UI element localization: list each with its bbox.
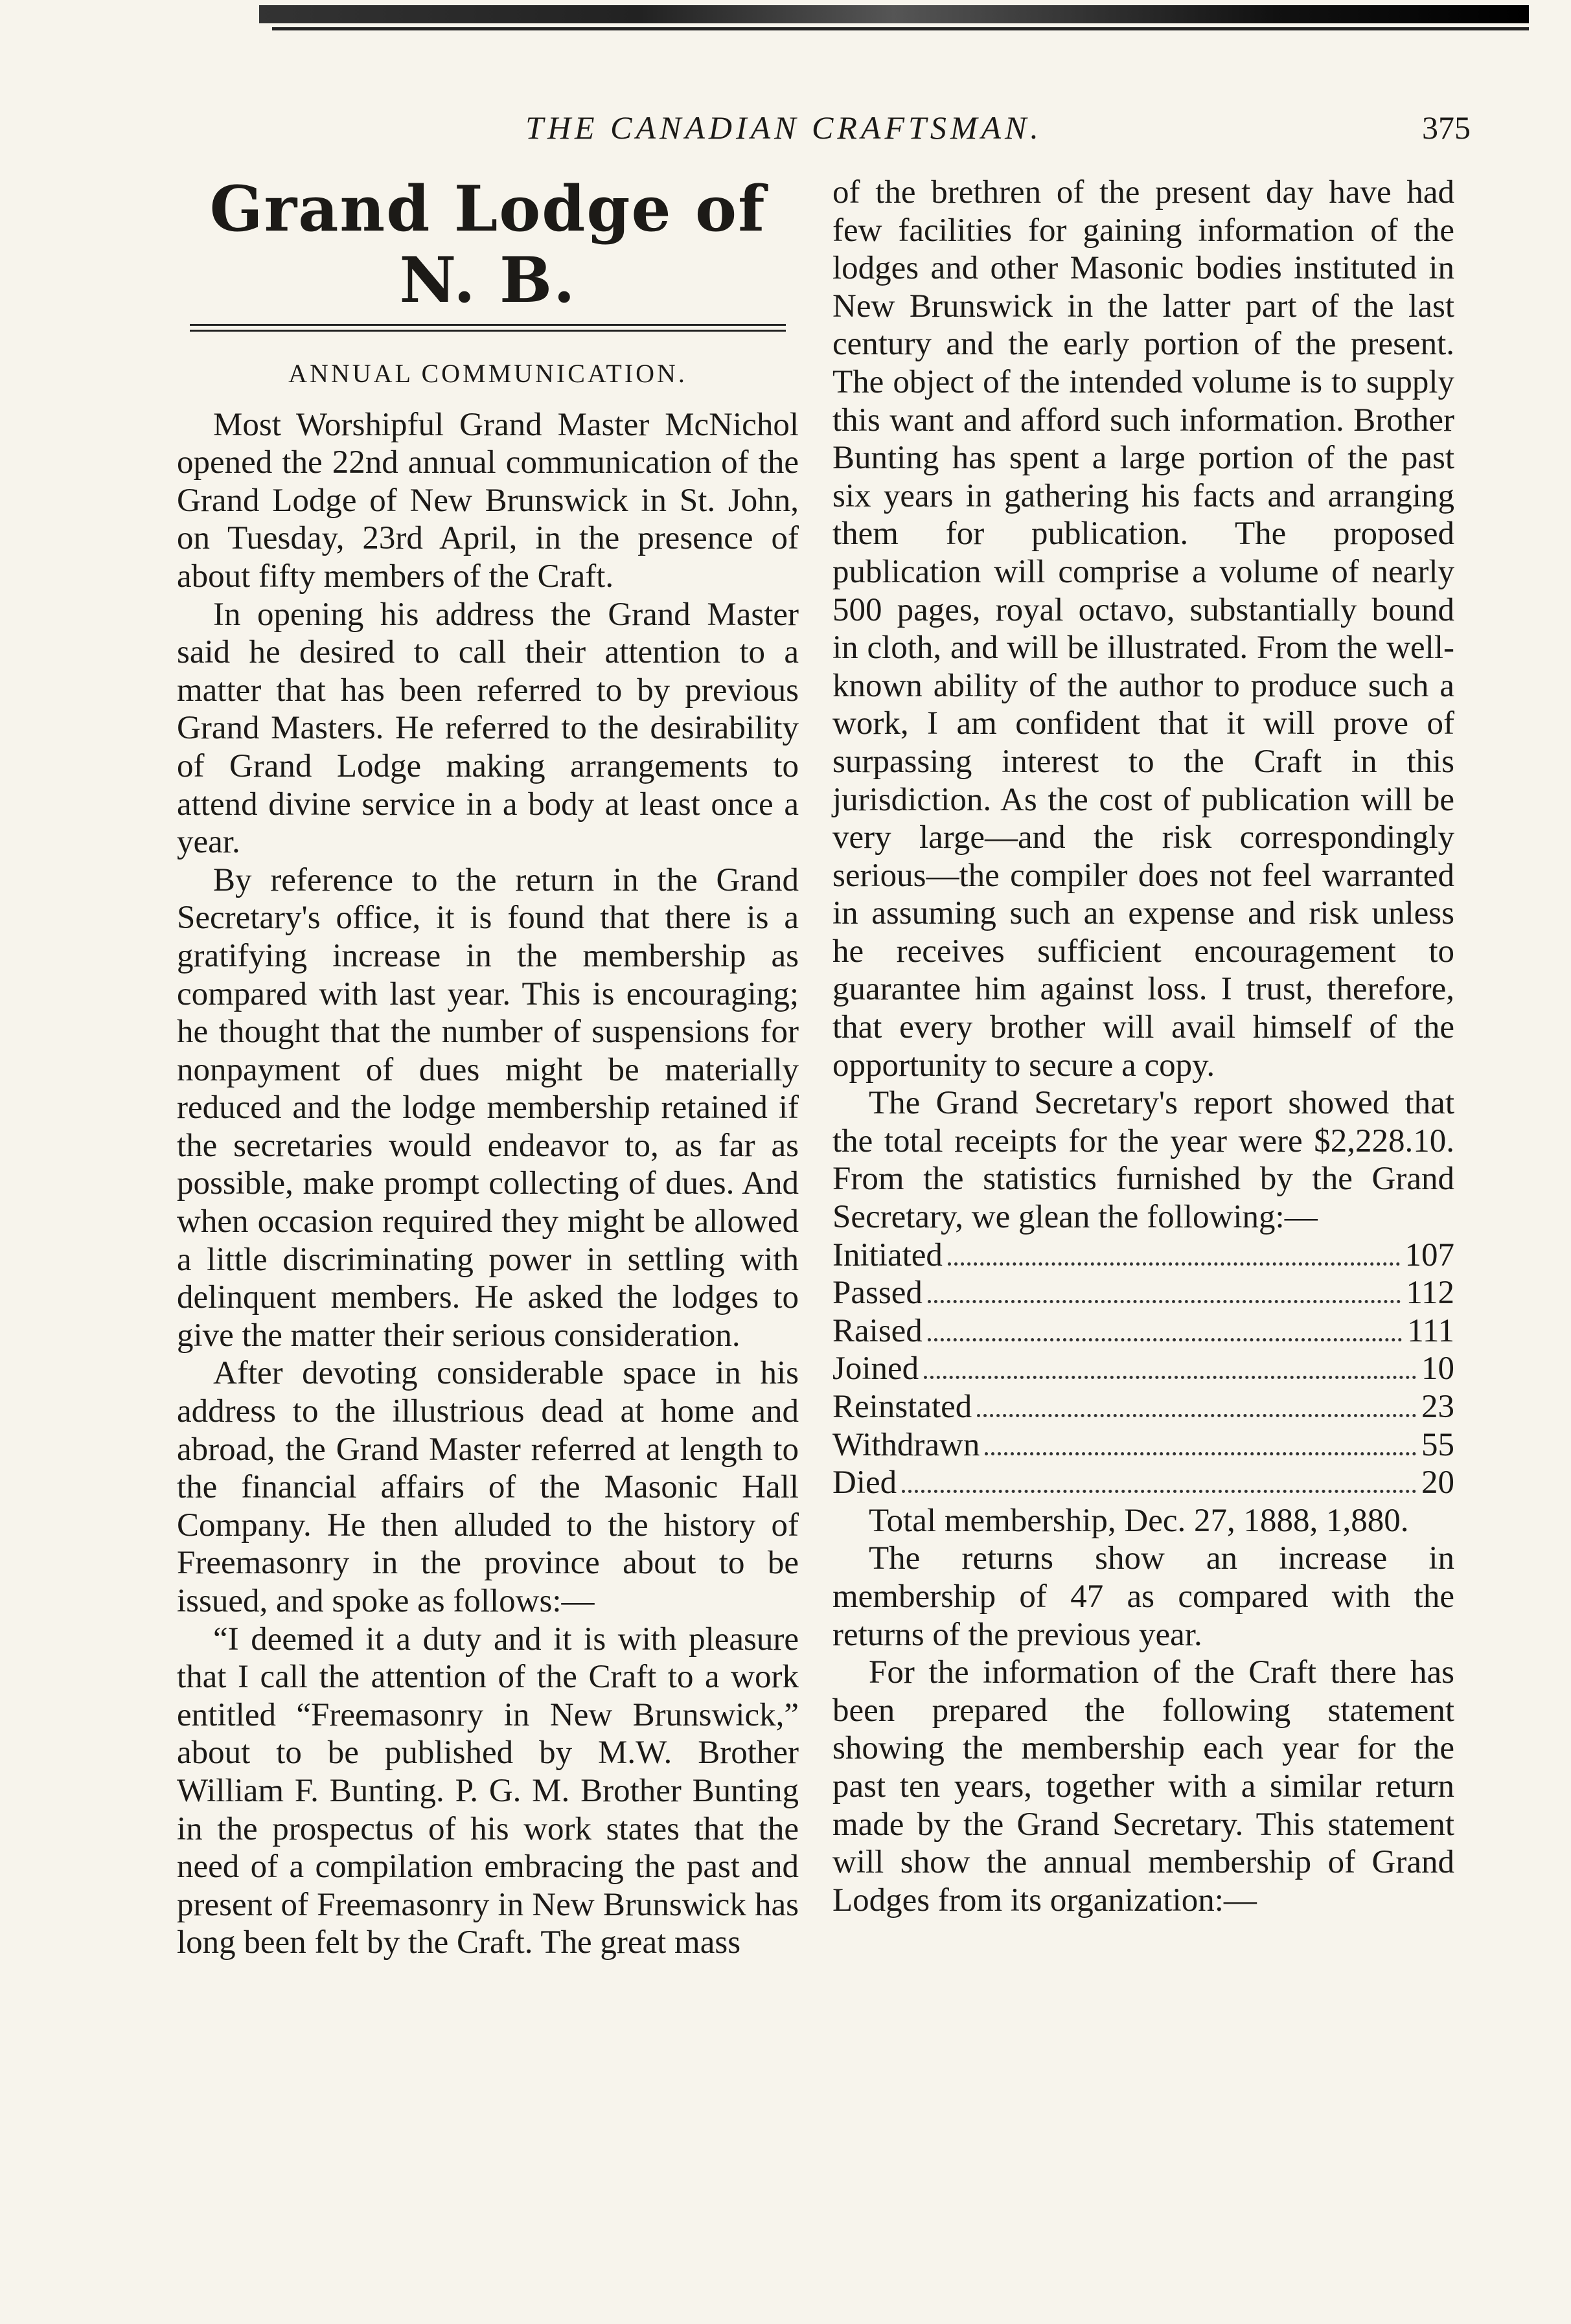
paragraph: Most Worshipful Grand Master McNichol opened the 22nd annual communication of the Grand Lodge of New Brunswick in St. John, on Tuesday, 23rd April, in the presence of about fifty members of the Craft. bbox=[177, 406, 799, 595]
running-title: THE CANADIAN CRAFTSMAN. bbox=[525, 109, 1042, 146]
paragraph: The Grand Secretary's report showed that the total receipts for the year were $2,228.10. From the statistics furnished by the Grand Secretary, we glean the following:— bbox=[832, 1085, 1454, 1236]
leader-dots bbox=[977, 1414, 1416, 1417]
stat-value: 10 bbox=[1421, 1350, 1454, 1387]
leader-dots bbox=[985, 1452, 1416, 1455]
stat-value: 23 bbox=[1421, 1389, 1454, 1425]
article-subtitle: ANNUAL COMMUNICATION. bbox=[288, 359, 687, 388]
stat-row bbox=[832, 1388, 1454, 1426]
page-number: 375 bbox=[1422, 109, 1471, 146]
paragraph: “I deemed it a duty and it is with pleasure that I call the attention of the Craft to a work entitled “Freemasonry in New Brunswick,” about to be published by M.W. Brother William F. Bunting. P. G. M. Brother Bunting in the prospectus of his work states that the need of a compilation embracing the past and present of Freemasonry in New Brunswick has long been felt by the Craft. The great mass bbox=[177, 1621, 799, 1961]
stat-label: Withdrawn bbox=[832, 1426, 980, 1463]
article-title: Grand Lodge of N. B. bbox=[209, 172, 766, 317]
paragraph: After devoting considerable space in his address to the illustrious dead at home and abroad, the Grand Master referred at length to the financial affairs of the Masonic Hall Company. He then alluded to the history of Freemasonry in the province about to be issued, and spoke as follows:— bbox=[177, 1355, 799, 1619]
right-column bbox=[832, 174, 1454, 1919]
stat-value: 107 bbox=[1405, 1236, 1454, 1273]
leader-dots bbox=[928, 1338, 1402, 1341]
leader-dots bbox=[902, 1490, 1416, 1493]
paragraph: In opening his address the Grand Master said he desired to call their attention to a matter that has been referred to by previous Grand Masters. He referred to the desirability of Grand Lodge making arrangements to attend divine service in a body at least once a year. bbox=[177, 596, 799, 861]
stat-row bbox=[832, 1464, 1454, 1502]
left-column bbox=[177, 174, 799, 1962]
stat-row bbox=[832, 1236, 1454, 1275]
paragraph: By reference to the return in the Grand Secretary's office, it is found that there is a gratifying increase in the membership as compared with last year. This is encouraging; he thought that the number of suspensions for nonpayment of dues might be materially reduced and the lodge membership retained if the secretaries would endeavor to, as far as possible, make prompt collecting of dues. And when occasion required they might be allowed a little discriminating power in settling with delinquent members. He asked the lodges to give the matter their serious consideration. bbox=[177, 861, 799, 1354]
stat-label: Passed bbox=[832, 1275, 923, 1312]
title-double-rule bbox=[190, 324, 786, 332]
paragraph: of the brethren of the present day have had few facilities for gaining information of the lodges and other Masonic bodies instituted in New Brunswick in the latter part of the last century and the early portion of the present. The object of the intended volume is to supply this want and afford such information. Brother Bunting has spent a large portion of the past six years in gathering his facts and arranging them for publication. The proposed publication will comprise a volume of nearly 500 pages, royal octavo, substantially bound in cloth, and will be illustrated. From the well-known ability of the author to produce such a work, I am confident that it will prove of surpassing interest to the Craft in this jurisdiction. As the cost of publication will be very large—and the risk correspondingly serious—the compiler does not feel warranted in assuming such an expense and risk unless he receives sufficient encouragement to guarantee him against loss. I trust, therefore, that every brother will avail himself of the opportunity to secure a copy. bbox=[832, 174, 1454, 1084]
page-top-rule bbox=[259, 5, 1529, 23]
stat-value: 111 bbox=[1407, 1312, 1454, 1349]
paragraph: For the information of the Craft there has been prepared the following statement showing the membership each year for the past ten years, together with a similar return made by the Grand Secretary. This statement will show the annual membership of Grand Lodges from its organization:— bbox=[832, 1654, 1454, 1919]
stat-value: 112 bbox=[1406, 1275, 1454, 1312]
leader-dots bbox=[948, 1262, 1400, 1266]
page-top-thin-rule bbox=[272, 27, 1529, 30]
stat-value: 55 bbox=[1421, 1426, 1454, 1463]
leader-dots bbox=[924, 1376, 1416, 1379]
stat-label: Joined bbox=[832, 1350, 919, 1387]
stat-row bbox=[832, 1350, 1454, 1388]
stat-label: Raised bbox=[832, 1312, 923, 1349]
leader-dots bbox=[928, 1300, 1401, 1303]
stat-row bbox=[832, 1274, 1454, 1312]
stat-label: Died bbox=[832, 1464, 897, 1501]
stat-label: Initiated bbox=[832, 1236, 943, 1273]
stat-row bbox=[832, 1426, 1454, 1464]
paragraph: The returns show an increase in membership of 47 as compared with the returns of the previous year. bbox=[832, 1540, 1454, 1653]
stat-row bbox=[832, 1312, 1454, 1350]
paragraph: Total membership, Dec. 27, 1888, 1,880. bbox=[869, 1502, 1409, 1539]
stat-label: Reinstated bbox=[832, 1389, 972, 1425]
statistics-list bbox=[832, 1236, 1454, 1502]
stat-value: 20 bbox=[1421, 1464, 1454, 1501]
